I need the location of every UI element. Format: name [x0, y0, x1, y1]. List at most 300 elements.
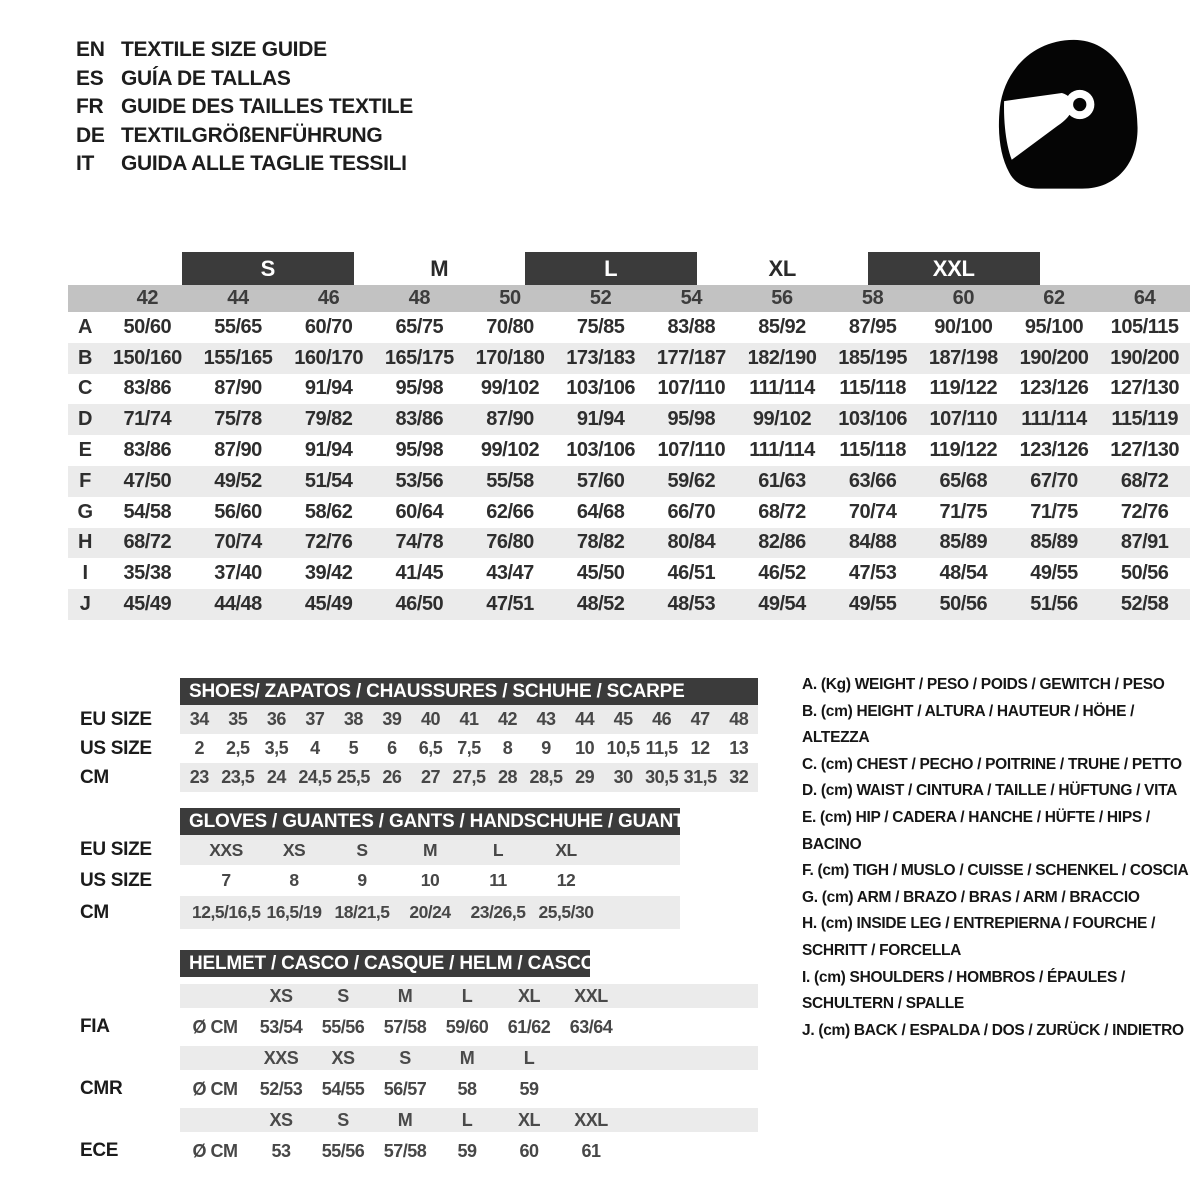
cell: 8 [502, 738, 513, 758]
helmet-size-strip [180, 984, 758, 1008]
sub-row [80, 705, 760, 734]
sub-row-strip [180, 763, 758, 792]
cell: 49/52 [214, 469, 262, 492]
cell: 103/106 [838, 408, 908, 431]
cell: 87/91 [1120, 531, 1169, 554]
cell: 87/90 [486, 408, 534, 431]
racing-helmet-icon [982, 28, 1152, 198]
unit-label: Ø CM [192, 1078, 238, 1099]
cell: 105/115 [1110, 315, 1179, 338]
cell: 95/98 [667, 408, 716, 431]
cell: 28,5 [529, 767, 563, 787]
size-cell: M [397, 985, 413, 1006]
size-cell: L [461, 1109, 473, 1130]
cell: 66/70 [667, 500, 716, 523]
cell: 52/58 [1120, 593, 1169, 616]
cell: 9 [357, 870, 367, 890]
cell: 155/165 [203, 346, 273, 369]
cell: 68/72 [1120, 469, 1169, 492]
cell: 10,5 [606, 738, 640, 758]
cell: 35/38 [123, 562, 172, 585]
cell: 16,5/19 [266, 902, 322, 922]
cell: 2 [194, 738, 205, 758]
size-number: 64 [1133, 287, 1156, 309]
cell: 51/56 [1030, 593, 1078, 616]
cell: 13 [729, 738, 749, 758]
cell: 41 [459, 709, 479, 729]
cell: 95/98 [395, 377, 444, 400]
cell: 42 [498, 709, 518, 729]
cell: 44 [575, 709, 595, 729]
language-row [76, 150, 413, 179]
cell: 61/62 [507, 1016, 551, 1037]
cell: 51/54 [304, 469, 353, 492]
cell: 27,5 [452, 767, 486, 787]
cell: 60/70 [304, 315, 353, 338]
helmet-value-row [80, 1132, 760, 1170]
cell: 87/90 [214, 377, 262, 400]
cell: 177/187 [656, 346, 726, 369]
row-label: A [78, 315, 92, 338]
cell: 60 [519, 1140, 539, 1161]
cell: 49/55 [848, 593, 897, 616]
cell: 46/50 [395, 593, 444, 616]
cell: 83/86 [123, 377, 172, 400]
language-code: IT [76, 152, 95, 175]
cell: 47/51 [486, 593, 534, 616]
shoes-table-title-bar: SHOES/ ZAPATOS / CHAUSSURES / SCHUHE / SCARPE [180, 678, 758, 705]
helmet-values [180, 1132, 758, 1170]
cell: 50/56 [939, 593, 988, 616]
sub-row-label: EU SIZE [80, 839, 152, 860]
sub-row-values [180, 896, 680, 929]
size-number: 62 [1043, 287, 1065, 309]
cell: 160/170 [294, 346, 364, 369]
cell: 173/183 [566, 346, 636, 369]
cell: 115/119 [1111, 408, 1178, 431]
cell: 123/126 [1019, 377, 1089, 400]
measurement-legend [802, 672, 1200, 1044]
cell: 7 [221, 870, 231, 890]
cell: 72/76 [304, 531, 353, 554]
cell: 150/160 [112, 346, 182, 369]
size-number: 56 [771, 287, 793, 309]
sub-row [80, 835, 760, 865]
cell: 165/175 [384, 346, 454, 369]
cell: 111/114 [1021, 408, 1087, 431]
legend-item: B. (cm) HEIGHT / ALTURA / HAUTEUR / HÖHE / ALTEZZA [802, 702, 1135, 747]
cell: 45/50 [576, 562, 625, 585]
helmet-table-rows [80, 977, 760, 1170]
cell: 85/89 [1030, 531, 1078, 554]
legend-item: H. (cm) INSIDE LEG / ENTREPIERNA / FOURCHE / SCHRITT / FORCELLA [802, 915, 1156, 959]
helmet-size-row [80, 1108, 760, 1132]
size-group-xl: XL [768, 255, 796, 281]
cell: 12 [556, 870, 576, 890]
language-row [76, 65, 413, 94]
cell: 6,5 [418, 738, 443, 758]
cell: 95/98 [395, 439, 444, 462]
size-cell: L [523, 1047, 535, 1068]
cell: 71/75 [939, 500, 988, 523]
sub-row-values [180, 835, 680, 865]
cell: 40 [420, 709, 440, 729]
cell: 27 [420, 767, 440, 787]
shoes-table-rows [80, 705, 760, 792]
cell: 68/72 [758, 500, 806, 523]
helmet-size-row [80, 984, 760, 1008]
cell: 78/82 [576, 531, 625, 554]
size-cell: XXL [574, 1109, 608, 1130]
cell: 79/82 [304, 408, 353, 431]
helmet-value-row [80, 1070, 760, 1108]
sub-row-label [80, 1046, 180, 1070]
cell: 84/88 [848, 531, 897, 554]
cell: 119/122 [929, 439, 998, 462]
size-cell: M [397, 1109, 413, 1130]
cell: 58/62 [304, 500, 353, 523]
sub-row-label [80, 1108, 180, 1132]
helmet-values [180, 1008, 758, 1046]
helmet-size-values [180, 1108, 758, 1132]
cell: 45/49 [304, 593, 353, 616]
unit-label: Ø CM [192, 1140, 238, 1161]
helmet-size-strip [180, 1046, 758, 1070]
cell: 25,5 [336, 767, 370, 787]
size-number: 44 [227, 287, 249, 309]
cell: 55/56 [321, 1016, 365, 1037]
cell: 20/24 [409, 902, 451, 922]
cell: 70/80 [486, 315, 534, 338]
size-cell: XL [517, 1109, 540, 1130]
helmet-size-values [180, 1046, 758, 1070]
size-cell: S [399, 1047, 411, 1068]
cell: 37/40 [214, 562, 262, 585]
sub-row [80, 763, 760, 792]
sub-row-strip [180, 865, 680, 896]
row-label: D [78, 408, 92, 431]
cell: 57/58 [383, 1016, 427, 1037]
sub-row-values [180, 705, 758, 734]
cell: 9 [541, 738, 551, 758]
cell: 82/86 [758, 531, 806, 554]
size-cell: XS [331, 1047, 355, 1068]
cell: 43 [536, 709, 556, 729]
legend-item: G. (cm) ARM / BRAZO / BRAS / ARM / BRACCIO [802, 888, 1140, 906]
cell: 115/118 [839, 377, 906, 400]
cell: 57/60 [576, 469, 625, 492]
cell: 87/90 [214, 439, 262, 462]
cell: 52/53 [259, 1078, 303, 1099]
cell: 85/92 [758, 315, 806, 338]
language-code: EN [76, 38, 105, 61]
cell: 39/42 [304, 562, 353, 585]
size-cell: XXS [263, 1047, 299, 1068]
cell: 61/63 [758, 469, 806, 492]
size-number: 60 [952, 287, 975, 309]
cell: XXS [209, 839, 243, 860]
cell: 29 [575, 767, 595, 787]
helmet-value-strip [180, 1070, 758, 1108]
cell: 91/94 [304, 377, 353, 400]
size-group-xxl: XXL [868, 252, 1040, 285]
table-row [68, 528, 1190, 559]
sub-row-label: US SIZE [80, 869, 152, 891]
cell: 71/75 [1030, 500, 1078, 523]
cell: 56/60 [214, 500, 262, 523]
sub-row [80, 865, 760, 896]
cell: 71/74 [123, 408, 172, 431]
cell: 32 [729, 767, 749, 787]
sub-row-strip [180, 705, 758, 734]
sub-row [80, 896, 760, 929]
cell: 185/195 [838, 346, 908, 369]
cell: 48 [729, 709, 749, 729]
cell: 119/122 [929, 377, 998, 400]
helmet-value-row [80, 1008, 760, 1046]
language-code: ES [76, 66, 104, 90]
gloves-table-rows [80, 835, 760, 929]
cell: 43/47 [486, 562, 534, 585]
size-number: 48 [408, 287, 431, 309]
cell: 115/118 [839, 439, 906, 462]
size-cell: XXL [574, 985, 608, 1006]
cell: 72/76 [1120, 500, 1169, 523]
cell: 31,5 [683, 767, 717, 787]
cell: 61 [581, 1140, 601, 1161]
cell: 30,5 [645, 767, 679, 787]
cell: 47 [690, 709, 710, 729]
unit-label: Ø CM [192, 1016, 238, 1037]
cell: 99/102 [480, 377, 540, 400]
cell: 12 [690, 738, 710, 758]
sub-row-label: CM [80, 766, 109, 788]
row-label: C [78, 377, 92, 400]
sub-row-strip [180, 896, 680, 929]
table-row [68, 374, 1190, 405]
standard-label: CMR [80, 1078, 123, 1099]
cell: 47/50 [123, 469, 172, 492]
cell: 190/200 [1019, 346, 1089, 369]
legend-item: D. (cm) WAIST / CINTURA / TAILLE / HÜFTUNG / VITA [802, 782, 1178, 800]
measurement-rows [68, 312, 1190, 620]
cell: 3,5 [264, 738, 289, 758]
sub-row-values [180, 734, 758, 763]
cell: 59 [519, 1078, 539, 1099]
cell: 8 [289, 870, 299, 890]
table-row [68, 558, 1190, 589]
cell: 83/86 [395, 408, 444, 431]
cell: 107/110 [657, 377, 726, 400]
size-cell: XS [269, 985, 293, 1006]
row-label: F [79, 469, 91, 492]
cell: 67/70 [1030, 469, 1078, 492]
legend-item: E. (cm) HIP / CADERA / HANCHE / HÜFTE / HIPS / BACINO [802, 808, 1150, 853]
language-title: GUIDA ALLE TAGLIE TESSILI [121, 152, 407, 175]
cell: 10 [575, 738, 595, 758]
cell: 76/80 [486, 531, 534, 554]
size-cell: S [337, 1109, 349, 1130]
size-number: 58 [861, 287, 884, 309]
size-group-l: L [525, 252, 697, 285]
cell: 30 [613, 767, 633, 787]
row-label: G [77, 500, 93, 523]
size-cell: S [337, 985, 349, 1006]
cell: 85/89 [939, 531, 988, 554]
language-title: TEXTILGRÖßENFÜHRUNG [121, 123, 383, 147]
cell: 23,5 [221, 767, 255, 787]
cell: 23 [189, 767, 209, 787]
cell: 65/68 [939, 469, 988, 492]
helmet-values [180, 1070, 758, 1108]
cell: 5 [348, 738, 359, 758]
sub-row-strip [180, 835, 680, 865]
cell: 37 [305, 709, 325, 729]
cell: 99/102 [480, 439, 540, 462]
language-title-list [76, 36, 413, 179]
cell: 63/66 [848, 469, 897, 492]
size-cell: M [459, 1047, 475, 1068]
language-row [76, 36, 413, 65]
row-label: B [78, 346, 92, 369]
gloves-table-title-bar: GLOVES / GUANTES / GANTS / HANDSCHUHE / GUANTI [180, 808, 680, 835]
cell: 56/57 [383, 1078, 427, 1099]
cell: 45 [613, 709, 633, 729]
cell: 47/53 [848, 562, 897, 585]
cell: 48/52 [576, 593, 625, 616]
cell: 59 [457, 1140, 477, 1161]
cell: 11,5 [645, 738, 678, 758]
cell: 41/45 [395, 562, 444, 585]
cell: M [422, 839, 438, 860]
cell: 12,5/16,5 [192, 902, 261, 922]
cell: 111/114 [749, 377, 815, 400]
sub-row-label: EU SIZE [80, 708, 152, 730]
cell: 64/68 [576, 500, 625, 523]
size-group-header-row [182, 252, 1040, 285]
cell: 107/110 [657, 439, 726, 462]
cell: 80/84 [667, 531, 716, 554]
language-title: GUIDE DES TAILLES TEXTILE [121, 95, 413, 118]
cell: 83/88 [667, 315, 716, 338]
cell: 45/49 [123, 593, 172, 616]
table-row [68, 404, 1190, 435]
cell: 83/86 [123, 439, 172, 462]
cell: 63/64 [569, 1016, 613, 1037]
cell: 36 [266, 709, 286, 729]
cell: 53/56 [395, 469, 444, 492]
cell: 4 [310, 738, 320, 758]
cell: 91/94 [576, 408, 625, 431]
helmet-size-strip [180, 1108, 758, 1132]
language-code: FR [76, 95, 104, 118]
sub-row-values [180, 865, 680, 896]
cell: 170/180 [475, 346, 545, 369]
language-title: TEXTILE SIZE GUIDE [121, 38, 327, 61]
cell: 59/60 [445, 1016, 489, 1037]
row-label: I [82, 562, 88, 585]
cell: 55/56 [321, 1140, 365, 1161]
size-number: 42 [136, 287, 159, 309]
cell: 10 [420, 870, 440, 890]
helmet-size-values [180, 984, 758, 1008]
cell: 68/72 [123, 531, 172, 554]
cell: 55/65 [214, 315, 262, 338]
cell: 95/100 [1024, 315, 1084, 338]
cell: 25,5/30 [538, 902, 594, 922]
cell: 127/130 [1110, 377, 1180, 400]
language-code: DE [76, 123, 105, 147]
language-row [76, 122, 413, 151]
table-row [68, 343, 1190, 374]
helmet-size-row [80, 1046, 760, 1070]
cell: 26 [382, 767, 402, 787]
sub-row [80, 734, 760, 763]
cell: 57/58 [383, 1140, 427, 1161]
size-number: 54 [680, 287, 703, 309]
helmet-value-strip [180, 1008, 758, 1046]
language-row [76, 93, 413, 122]
size-number: 46 [317, 287, 340, 309]
cell: 103/106 [566, 377, 636, 400]
cell: 182/190 [747, 346, 817, 369]
table-row [68, 497, 1190, 528]
row-label: E [78, 439, 92, 462]
sub-row-label: US SIZE [80, 737, 152, 759]
table-row [68, 435, 1190, 466]
cell: 59/62 [667, 469, 716, 492]
table-row [68, 466, 1190, 497]
cell: 70/74 [214, 531, 262, 554]
size-cell: XL [517, 985, 540, 1006]
cell: 49/55 [1030, 562, 1078, 585]
cell: 38 [343, 709, 363, 729]
size-number: 50 [499, 287, 521, 309]
standard-label: ECE [80, 1140, 119, 1161]
cell: 53 [271, 1140, 291, 1161]
sub-row-label: CM [80, 901, 109, 923]
cell: 6 [387, 738, 397, 758]
table-row [68, 312, 1190, 343]
cell: 35 [228, 709, 248, 729]
cell: XS [282, 839, 306, 860]
size-number: 52 [589, 287, 612, 309]
cell: 11 [489, 870, 507, 890]
cell: 90/100 [934, 315, 993, 338]
cell: 44/48 [214, 593, 262, 616]
cell: 65/75 [395, 315, 444, 338]
size-cell: XS [269, 1109, 293, 1130]
legend-item: J. (cm) BACK / ESPALDA / DOS / ZURÜCK / INDIETRO [802, 1021, 1184, 1039]
spacer [80, 977, 760, 984]
cell: 127/130 [1110, 439, 1180, 462]
size-number-row [68, 285, 1190, 312]
row-label: J [79, 593, 91, 616]
cell: 55/58 [486, 469, 534, 492]
cell: 58 [457, 1078, 477, 1099]
cell: 18/21,5 [334, 902, 390, 922]
cell: 23/26,5 [470, 902, 526, 922]
cell: 24,5 [298, 767, 332, 787]
cell: 46 [652, 709, 672, 729]
cell: 48/53 [667, 593, 716, 616]
cell: S [356, 839, 368, 860]
cell: 75/78 [214, 408, 262, 431]
size-group-s: S [182, 252, 354, 285]
cell: 46/52 [758, 562, 806, 585]
cell: 99/102 [752, 408, 812, 431]
legend-item: C. (cm) CHEST / PECHO / POITRINE / TRUHE / PETTO [802, 755, 1182, 773]
